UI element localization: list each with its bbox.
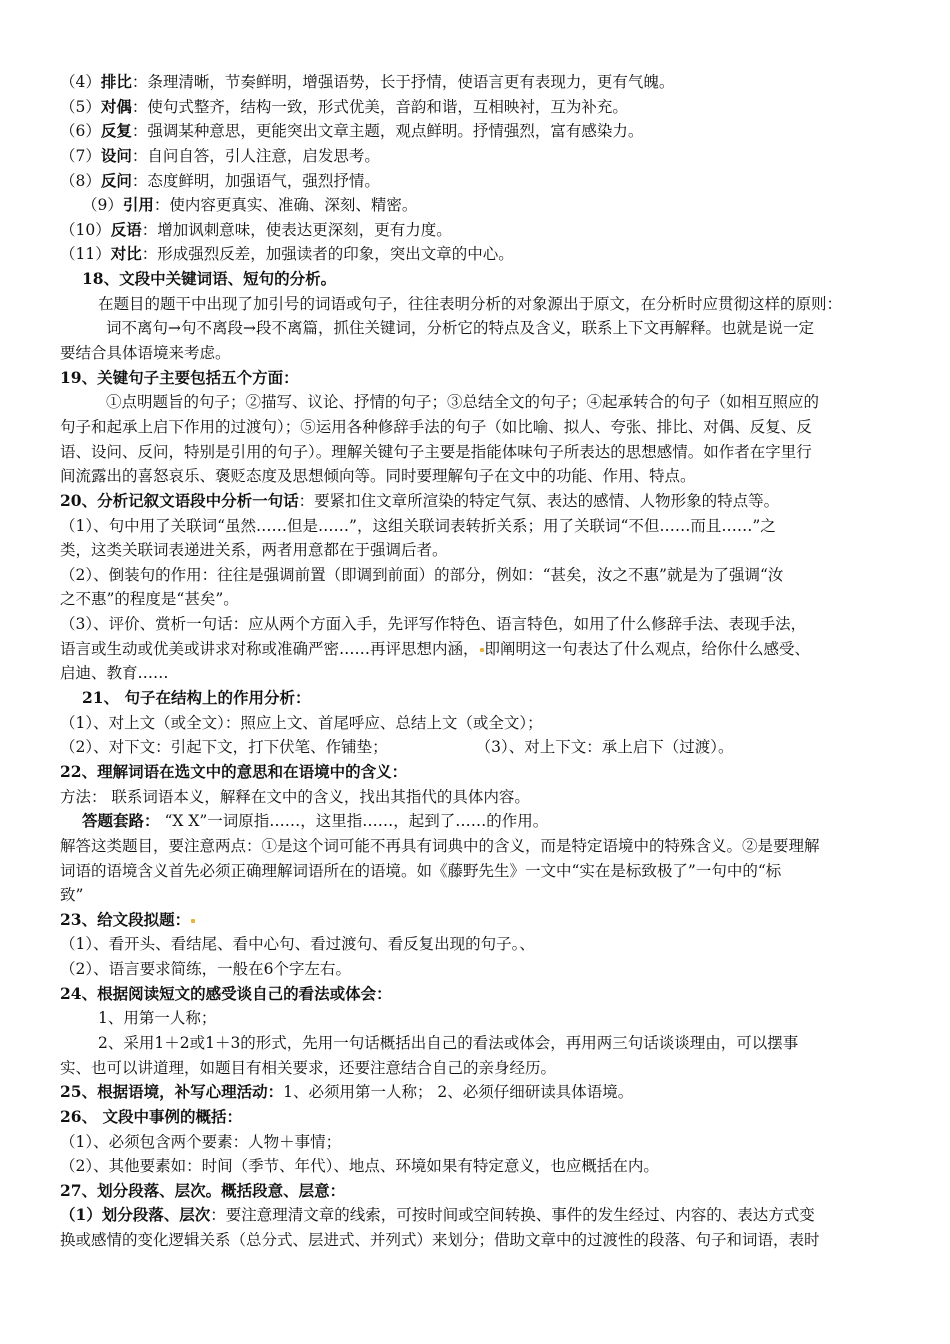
section-heading-19: 19、关键句子主要包括五个方面： (60, 367, 299, 387)
section-heading-21: 21、 句子在结构上的作用分析： (82, 688, 311, 708)
rhetoric-item-9: （9）引用：使内容更真实、准确、深刻、精密。 (82, 195, 418, 215)
section-heading-18: 18、文段中关键词语、短句的分析。 (82, 269, 337, 289)
answer-template-line: 答题套路： “X X”一词原指……，这里指……，起到了……的作用。 (82, 811, 549, 831)
section-heading-24: 24、根据阅读短文的感受谈自己的看法或体会： (60, 983, 392, 1003)
paragraph-line: 2、采用1＋2或1＋3的形式，先用一句话概括出自己的看法或体会，再用两三句话谈谈理由，可以摆事 (98, 1033, 799, 1052)
paragraph-line: 启迪、教育…… (60, 664, 169, 683)
paragraph-line: 致” (60, 886, 84, 905)
rhetoric-item-7: （7）设问：自问自答，引人注意，启发思考。 (60, 145, 380, 165)
paragraph-line: 词不离句→句不离段→段不离篇，抓住关键词，分析它的特点及含义，联系上下文再解释。也就是说一定 (106, 319, 814, 338)
highlight-mark-icon (191, 919, 195, 923)
paragraph-line: 在题目的题干中出现了加引号的词语或句子，往往表明分析的对象源出于原文，在分析时应贯彻这样的原则： (98, 294, 843, 313)
paragraph-line: 之不惠”的程度是“甚矣”。 (60, 590, 239, 609)
paragraph-line: （2）、倒装句的作用：往往是强调前置（即调到前面）的部分，例如：“甚矣，汝之不惠”就是为了强调“汝 (60, 565, 784, 584)
paragraph-line: （1）、看开头、看结尾、看中心句、看过渡句、看反复出现的句子。、 (60, 935, 535, 954)
paragraph-line: （3）、评价、赏析一句话：应从两个方面入手，先评写作特色、语言特色，如用了什么修辞手法、表现手法， (60, 615, 807, 634)
paragraph-line: 解答这类题目，要注意两点：①是这个词可能不再具有词典中的含义，而是特定语境中的特殊含义。②是要理解 (60, 836, 820, 855)
rhetoric-item-10: （10）反语：增加讽刺意味，使表达更深刻，更有力度。 (60, 219, 452, 239)
rhetoric-item-4: （4）排比：条理清晰，节奏鲜明，增强语势，长于抒情，使语言更有表现力，更有气魄。 (60, 72, 675, 91)
section-heading-22: 22、理解词语在选文中的意思和在语境中的含义： (60, 761, 408, 781)
paragraph-line: ①点明题旨的句子；②描写、议论、抒情的句子；③总结全文的句子；④起承转合的句子（如相互照应的 (106, 393, 820, 412)
highlight-mark-icon (480, 648, 484, 652)
paragraph-line: （1）、句中用了关联词“虽然……但是……”，这组关联词表转折关系；用了关联词“不但……而且……”之 (60, 516, 776, 535)
section-heading-23: 23、给文段拟题： (60, 908, 896, 933)
rhetoric-item-5: （5）对偶：使句式整齐，结构一致，形式优美，音韵和谐，互相映衬，互为补充。 (60, 96, 628, 116)
paragraph-line: 句子和起承上启下作用的过渡句）；⑤运用各种修辞手法的句子（如比喻、拟人、夸张、排比、对偶、反复、反 (60, 417, 812, 436)
section-heading-20: 20、分析记叙文语段中分析一句话：要紧扣住文章所渲染的特定气氛、表达的感情、人物形象的特点等。 (60, 490, 780, 510)
paragraph-line: （2）、其他要素如：时间（季节、年代）、地点、环境如果有特定意义，也应概括在内。 (60, 1157, 659, 1176)
section-heading-26: 26、 文段中事例的概括： (60, 1106, 242, 1126)
rhetoric-item-8: （8）反问：态度鲜明，加强语气，强烈抒情。 (60, 170, 380, 190)
paragraph-line: 间流露出的喜怒哀乐、褒贬态度及思想倾向等。同时要理解句子在文中的功能、作用、特点。 (60, 467, 696, 486)
paragraph-line: 语、设问、反问，特别是引用的句子）。理解关键句子主要是指能体味句子所表达的思想感情。如作者在字里行 (60, 442, 812, 461)
paragraph-line: 方法： 联系词语本义，解释在文中的含义，找出其指代的具体内容。 (60, 787, 530, 806)
paragraph-line: 1、用第一人称； (98, 1009, 217, 1028)
paragraph-line: （1）划分段落、层次：要注意理清文章的线索，可按时间或空间转换、事件的发生经过、内容的、表达方式变 (60, 1205, 815, 1225)
paragraph-line: （2）、语言要求简练，一般在6个字左右。 (60, 960, 351, 979)
paragraph-line: 词语的语境含义首先必须正确理解词语所在的语境。如《藤野先生》一文中“实在是标致极了”一句中的“标 (60, 861, 782, 880)
section-heading-25: 25、根据语境，补写心理活动：1、必须用第一人称； 2、必须仔细研读具体语境。 (60, 1082, 634, 1102)
rhetoric-item-11: （11）对比：形成强烈反差，加强读者的印象，突出文章的中心。 (60, 244, 514, 264)
paragraph-line: 类，这类关联词表递进关系，两者用意都在于强调后者。 (60, 541, 448, 560)
section-heading-27: 27、划分段落、层次。概括段意、层意： (60, 1180, 346, 1200)
paragraph-line: 换或感情的变化逻辑关系（总分式、层进式、并列式）来划分；借助文章中的过渡性的段落、句子和词语，表时 (60, 1231, 820, 1250)
paragraph-line: 要结合具体语境来考虑。 (60, 344, 231, 363)
paragraph-line: （1）、对上文（或全文）：照应上文、首尾呼应、总结上文（或全文）； (60, 713, 543, 732)
paragraph-line: 语言或生动或优美或讲求对称或准确严密……再评思想内涵， 即阐明这一句表达了什么观点，给你什么感受、 (60, 639, 811, 658)
document-page (60, 70, 896, 1253)
rhetoric-item-6: （6）反复：强调某种意思，更能突出文章主题，观点鲜明。抒情强烈，富有感染力。 (60, 121, 644, 141)
paragraph-line: （2）、对下文：引起下文，打下伏笔、作铺垫； （3）、对上下文：承上启下（过渡）。 (60, 738, 734, 757)
paragraph-line: 实、也可以讲道理，如题目有相关要求，还要注意结合自己的亲身经历。 (60, 1058, 557, 1077)
paragraph-line: （1）、必须包含两个要素：人物＋事情； (60, 1132, 342, 1151)
